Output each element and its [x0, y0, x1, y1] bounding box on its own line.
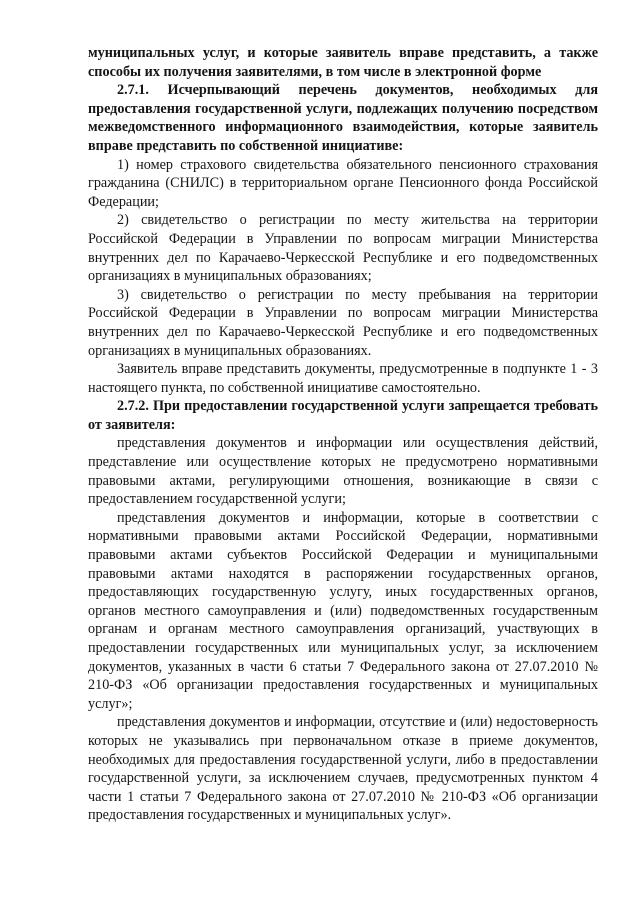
prohibition-item-1: представления документов и информации или осуществления действий, представление или осуществление которых не предусмотрено нормативными правовыми актами, регулирующими отношения, возникающие в связи с предоставлением государственной услуги;: [88, 435, 598, 508]
list-item-3: 3) свидетельство о регистрации по месту пребывания на территории Российской Федерации в Управлении по вопросам миграции Министерства внутренних дел по Карачаево-Черкесской Республике и его подведомственных организациях в муниципальных образованиях.: [88, 286, 598, 359]
section-2-7-2-number: 2.7.2.: [117, 398, 149, 415]
section-2-7-1-heading: [88, 81, 598, 155]
section-2-7-1-title: Исчерпывающий перечень документов, необходимых для предоставления государственной услуги, подлежащих получению посредством межведомственного информационного взаимодействия, которые заявитель вправе представить по собственной инициативе:: [88, 82, 598, 154]
document-page: [88, 44, 598, 825]
section-2-7-2-heading: [88, 397, 598, 434]
list-item-1: 1) номер страхового свидетельства обязательного пенсионного страхования гражданина (СНИЛС) в территориальном органе Пенсионного фонда Российской Федерации;: [88, 156, 598, 210]
section-2-7-1-number: 2.7.1.: [117, 82, 149, 99]
heading-continuation: муниципальных услуг, и которые заявитель вправе представить, а также способы их получения заявителями, в том числе в электронной форме: [88, 45, 598, 80]
prohibition-item-2: представления документов и информации, которые в соответствии с нормативными правовыми актами Российской Федерации, нормативными правовыми актами субъектов Российской Федерации и муниципальными правовыми актами находятся в распоряжении государственных органов, предоставляющих государственную услугу, иных государственных органов, органов местного самоуправления и (или) подведомственных государственным органам и органам местного самоуправления организаций, участвующих в предоставлении государственных или муниципальных услуг, за исключением документов, указанных в части 6 статьи 7 Федерального закона от 27.07.2010 № 210-ФЗ «Об организации предоставления государственных и муниципальных услуг»;: [88, 509, 598, 712]
prohibition-item-3: представления документов и информации, отсутствие и (или) недостоверность которых не указывались при первоначальном отказе в приеме документов, необходимых для предоставления государственной услуги, либо в предоставлении государственной услуги, за исключением случаев, предусмотренных пунктом 4 части 1 статьи 7 Федерального закона от 27.07.2010 № 210-ФЗ «Об организации предоставления государственных и муниципальных услуг».: [88, 714, 598, 824]
list-item-2: 2) свидетельство о регистрации по месту жительства на территории Российской Федерации в Управлении по вопросам миграции Министерства внутренних дел по Карачаево-Черкесской Республике и его подведомственных организациях в муниципальных образованиях;: [88, 212, 598, 285]
section-2-7-2-title: При предоставлении государственной услуги запрещается требовать от заявителя:: [88, 398, 599, 433]
section-2-7-1-note: Заявитель вправе представить документы, предусмотренные в подпункте 1 - 3 настоящего пункта, по собственной инициативе самостоятельно.: [88, 361, 598, 396]
